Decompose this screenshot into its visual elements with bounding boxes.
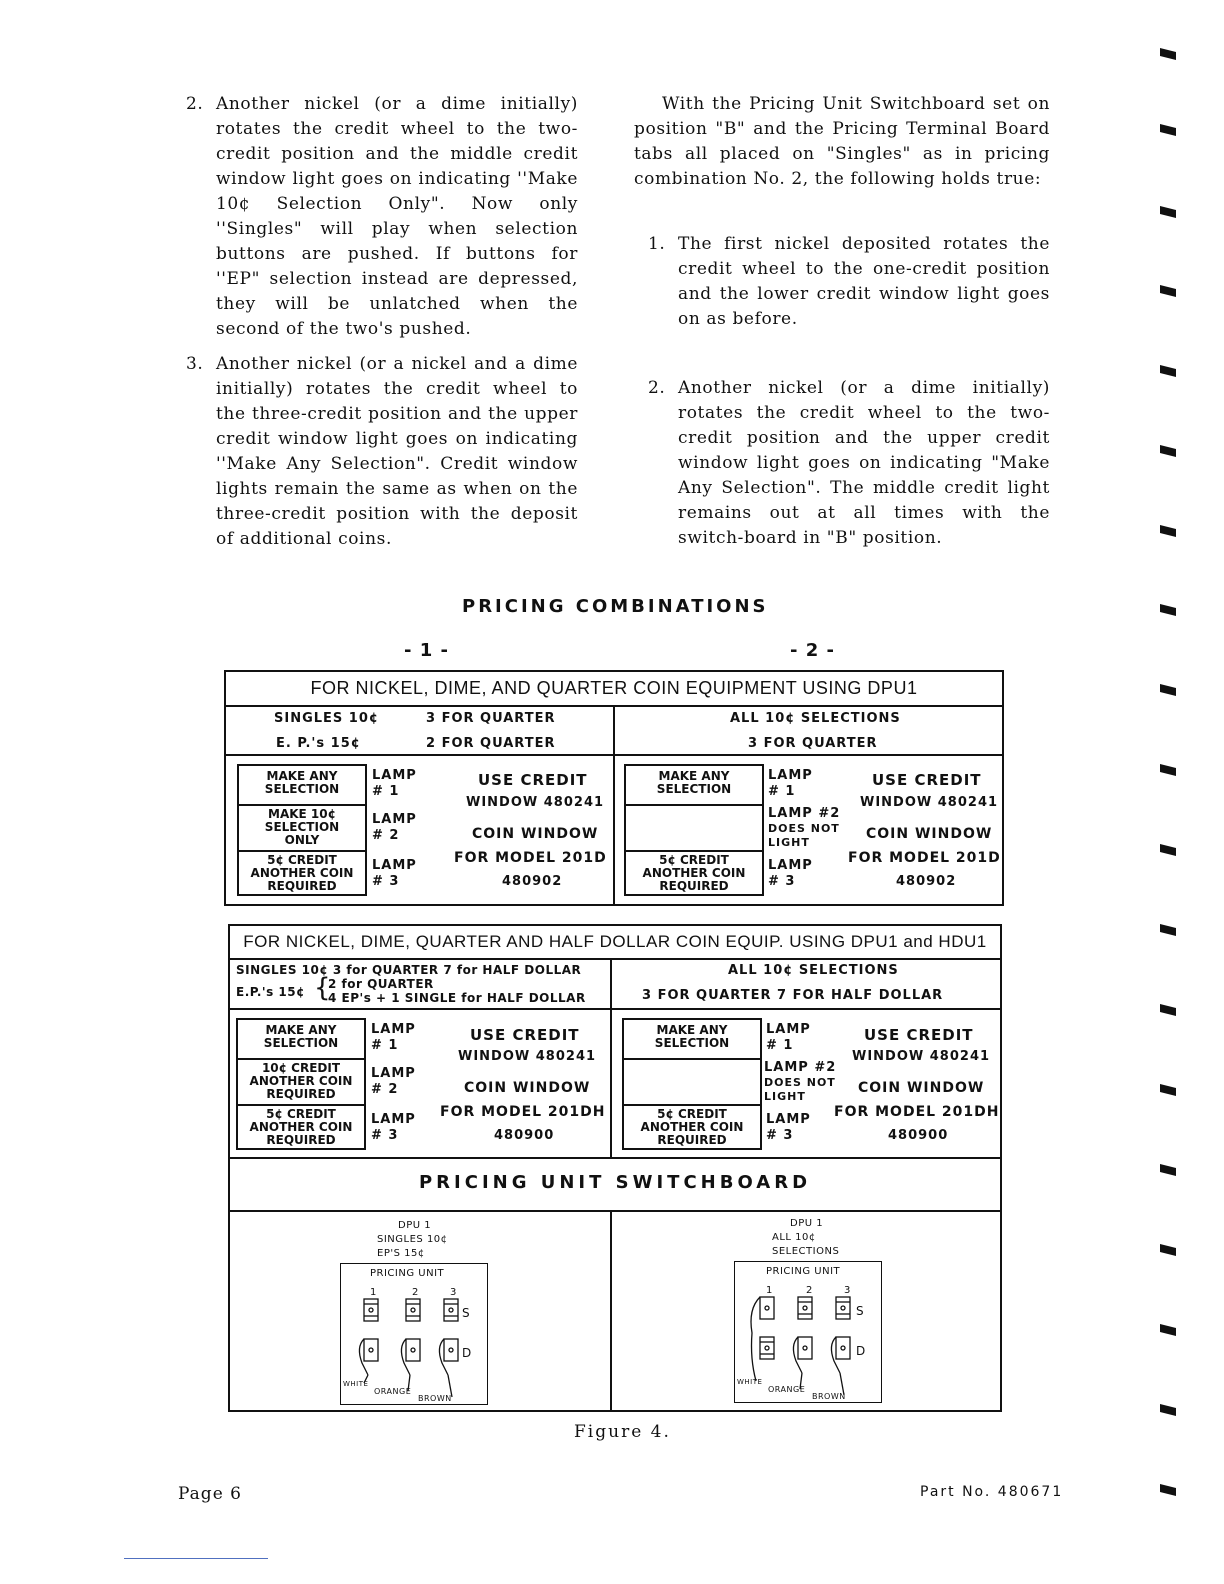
table-1-eps: E. P.'s 15¢ [276, 736, 361, 751]
lamp-cell-3: 5¢ CREDIT ANOTHER COIN REQUIRED [249, 1107, 353, 1147]
left-singles: SINGLES 10¢ [377, 1234, 448, 1245]
lamp-1-label: LAMP # 1 [371, 1022, 416, 1053]
pricing-combinations-title: PRICING COMBINATIONS [462, 596, 769, 617]
lamp-2-label: LAMP # 2 [371, 1066, 416, 1097]
scan-mark [1160, 365, 1176, 377]
column-1-label: - 1 - [404, 640, 449, 661]
orange-wire: ORANGE [768, 1385, 806, 1394]
divider [610, 1211, 612, 1411]
model-number: 480902 [896, 874, 957, 889]
table-1-all-selections: ALL 10¢ SELECTIONS [730, 711, 901, 726]
scan-mark [1160, 1004, 1176, 1016]
footer-underline [124, 1558, 268, 1559]
right-intro: With the Pricing Unit Switchboard set on position "B" and the Pricing Terminal Board tabs all placed on "Singles" as in pricing combination No. 2, the following holds true: [634, 94, 1050, 189]
position-3: 3 [844, 1285, 851, 1296]
item-text: Another nickel (or a dime initially) rotates the credit wheel to the two-credit position and the upper credit window light goes on indicating "Make Any Selection". The middle credit light remains out at all times with the switch-board in "B" position. [678, 378, 1050, 548]
right-all: ALL 10¢ [772, 1232, 816, 1243]
use-credit: USE CREDIT [864, 1026, 974, 1044]
scan-mark [1160, 764, 1176, 776]
use-credit: USE CREDIT [470, 1026, 580, 1044]
figure-caption: Figure 4. [574, 1422, 671, 1442]
divider [230, 1157, 1000, 1159]
left-eps: EP'S 15¢ [377, 1248, 425, 1259]
scan-mark [1160, 206, 1176, 218]
lamp-2-label: LAMP #2 [768, 806, 841, 821]
item-text: Another nickel (or a nickel and a dime initially) rotates the credit wheel to the three-credit position and the upper credit window light goes on indicating ''Make Any Selection". Credit window lights remain the same as when on the three-credit position with the deposit of additional coins. [216, 354, 578, 549]
scan-mark [1160, 525, 1176, 537]
right-column [634, 92, 1050, 561]
left-dpu: DPU 1 [398, 1220, 432, 1231]
coin-window: COIN WINDOW [858, 1080, 985, 1096]
credit-window-right-2 [622, 1018, 762, 1150]
scan-mark [1160, 684, 1176, 696]
does-not-light: DOES NOT LIGHT [764, 1076, 836, 1103]
lamp-1-label: LAMP # 1 [768, 768, 813, 799]
window-number: WINDOW 480241 [852, 1049, 991, 1064]
pricing-unit-label: PRICING UNIT [766, 1266, 841, 1277]
use-credit: USE CREDIT [872, 771, 982, 789]
lamp-2-label: LAMP #2 [764, 1060, 837, 1075]
lamp-cell-2: 10¢ CREDIT ANOTHER COIN REQUIRED [238, 1060, 364, 1106]
lamp-3-label: LAMP # 3 [372, 858, 417, 889]
item-number: 1. [648, 234, 666, 254]
brown-wire: BROWN [812, 1392, 846, 1401]
d-label: D [462, 1346, 472, 1360]
scan-mark [1160, 1084, 1176, 1096]
lamp-3-label: LAMP # 3 [768, 858, 813, 889]
for-model: FOR MODEL 201DH [834, 1104, 1000, 1120]
coin-window: COIN WINDOW [464, 1080, 591, 1096]
switchboard-title: PRICING UNIT SWITCHBOARD [418, 1172, 812, 1193]
d-label: D [856, 1344, 866, 1358]
position-3: 3 [450, 1287, 457, 1298]
left-item-2 [186, 92, 578, 342]
table-2-singles: SINGLES 10¢ 3 for QUARTER 7 for HALF DOLLAR [236, 963, 582, 977]
lamp-3-label: LAMP # 3 [371, 1112, 416, 1143]
table-1-singles: SINGLES 10¢ [274, 711, 379, 726]
coin-window: COIN WINDOW [866, 826, 993, 842]
for-model: FOR MODEL 201D [454, 850, 607, 866]
position-2: 2 [806, 1285, 813, 1296]
right-item-1 [648, 232, 1050, 332]
credit-window-left-2 [236, 1018, 366, 1150]
scan-mark [1160, 48, 1176, 60]
lamp-cell-2 [624, 1060, 760, 1106]
divider [613, 706, 615, 906]
item-text: Another nickel (or a dime initially) rotates the credit wheel to the two-credit position and the middle credit window light goes on indicating ''Make 10¢ Selection Only". Now only ''Singles" will play when selection buttons are pushed. If buttons for ''EP" selection instead are depressed, they will be unlatched when the second of the two's pushed. [216, 94, 578, 339]
lamp-cell-3: 5¢ CREDIT ANOTHER COIN REQUIRED [250, 853, 354, 893]
does-not-light: DOES NOT LIGHT [768, 822, 840, 849]
column-2-label: - 2 - [790, 640, 835, 661]
s-label: S [856, 1304, 865, 1318]
orange-wire: ORANGE [374, 1387, 412, 1396]
lamp-3-label: LAMP # 3 [766, 1112, 811, 1143]
divider [610, 959, 612, 1157]
table-2-header: FOR NICKEL, DIME, QUARTER AND HALF DOLLAR COIN EQUIP. USING DPU1 and HDU1 [243, 932, 987, 951]
item-text: The first nickel deposited rotates the credit wheel to the one-credit position and the lower credit window light goes on as before. [678, 234, 1050, 329]
divider [230, 1210, 1000, 1212]
table-1-eps-quarter: 2 FOR QUARTER [426, 736, 556, 751]
brace: { [314, 973, 332, 1003]
lamp-cell-3: 5¢ CREDIT ANOTHER COIN REQUIRED [642, 853, 746, 893]
left-column [186, 92, 578, 562]
table-1-three-for-quarter: 3 FOR QUARTER [748, 736, 878, 751]
position-2: 2 [412, 1287, 419, 1298]
lamp-1-label: LAMP # 1 [372, 768, 417, 799]
position-1: 1 [370, 1287, 377, 1298]
divider [230, 1008, 1000, 1010]
for-model: FOR MODEL 201D [848, 850, 1001, 866]
lamp-1-label: LAMP # 1 [766, 1022, 811, 1053]
scan-mark [1160, 285, 1176, 297]
scan-mark [1160, 924, 1176, 936]
scan-mark [1160, 1324, 1176, 1336]
credit-window-right-1 [624, 764, 764, 896]
table-2-quarter-half: 3 FOR QUARTER 7 FOR HALF DOLLAR [642, 988, 944, 1003]
coin-window: COIN WINDOW [472, 826, 599, 842]
scan-mark [1160, 1404, 1176, 1416]
model-number: 480900 [888, 1128, 949, 1143]
divider [226, 754, 1002, 756]
window-number: WINDOW 480241 [860, 795, 999, 810]
window-number: WINDOW 480241 [458, 1049, 597, 1064]
scan-mark [1160, 844, 1176, 856]
lamp-2-label: LAMP # 2 [372, 812, 417, 843]
lamp-cell-3: 5¢ CREDIT ANOTHER COIN REQUIRED [640, 1107, 744, 1147]
item-number: 3. [186, 354, 204, 374]
table-2-eps-quarter: 2 for QUARTER [328, 977, 434, 991]
scan-mark [1160, 1164, 1176, 1176]
s-label: S [462, 1306, 471, 1320]
lamp-cell-2 [626, 806, 762, 852]
model-number: 480902 [502, 874, 563, 889]
scan-mark [1160, 124, 1176, 136]
item-number: 2. [648, 378, 666, 398]
lamp-cell-1: MAKE ANY SELECTION [626, 766, 762, 806]
right-item-2 [648, 376, 1050, 551]
table-2-all-selections: ALL 10¢ SELECTIONS [728, 963, 899, 978]
lamp-cell-1: MAKE ANY SELECTION [239, 766, 365, 806]
table-2-eps: E.P.'s 15¢ [236, 985, 305, 999]
scan-mark [1160, 1244, 1176, 1256]
lamp-cell-2: MAKE 10¢ SELECTION ONLY [239, 806, 365, 852]
item-number: 2. [186, 94, 204, 114]
right-selections: SELECTIONS [772, 1246, 840, 1257]
position-1: 1 [766, 1285, 773, 1296]
page-number: Page 6 [178, 1484, 242, 1504]
model-number: 480900 [494, 1128, 555, 1143]
brown-wire: BROWN [418, 1394, 452, 1403]
left-item-3 [186, 352, 578, 552]
lamp-cell-1: MAKE ANY SELECTION [238, 1020, 364, 1060]
table-1-header: FOR NICKEL, DIME, AND QUARTER COIN EQUIPMENT USING DPU1 [310, 678, 918, 698]
for-model: FOR MODEL 201DH [440, 1104, 606, 1120]
white-wire: WHITE [737, 1378, 763, 1386]
scan-mark [1160, 1484, 1176, 1496]
divider [230, 958, 1000, 960]
lamp-cell-1: MAKE ANY SELECTION [624, 1020, 760, 1060]
use-credit: USE CREDIT [478, 771, 588, 789]
table-1-singles-quarter: 3 FOR QUARTER [426, 711, 556, 726]
white-wire: WHITE [343, 1380, 369, 1388]
window-number: WINDOW 480241 [466, 795, 605, 810]
scan-mark [1160, 445, 1176, 457]
pricing-unit-label: PRICING UNIT [370, 1268, 445, 1279]
right-dpu: DPU 1 [790, 1218, 824, 1229]
table-2-eps-half: 4 EP's + 1 SINGLE for HALF DOLLAR [328, 991, 586, 1005]
part-number: Part No. 480671 [920, 1484, 1064, 1500]
credit-window-left-1 [237, 764, 367, 896]
scan-mark [1160, 604, 1176, 616]
